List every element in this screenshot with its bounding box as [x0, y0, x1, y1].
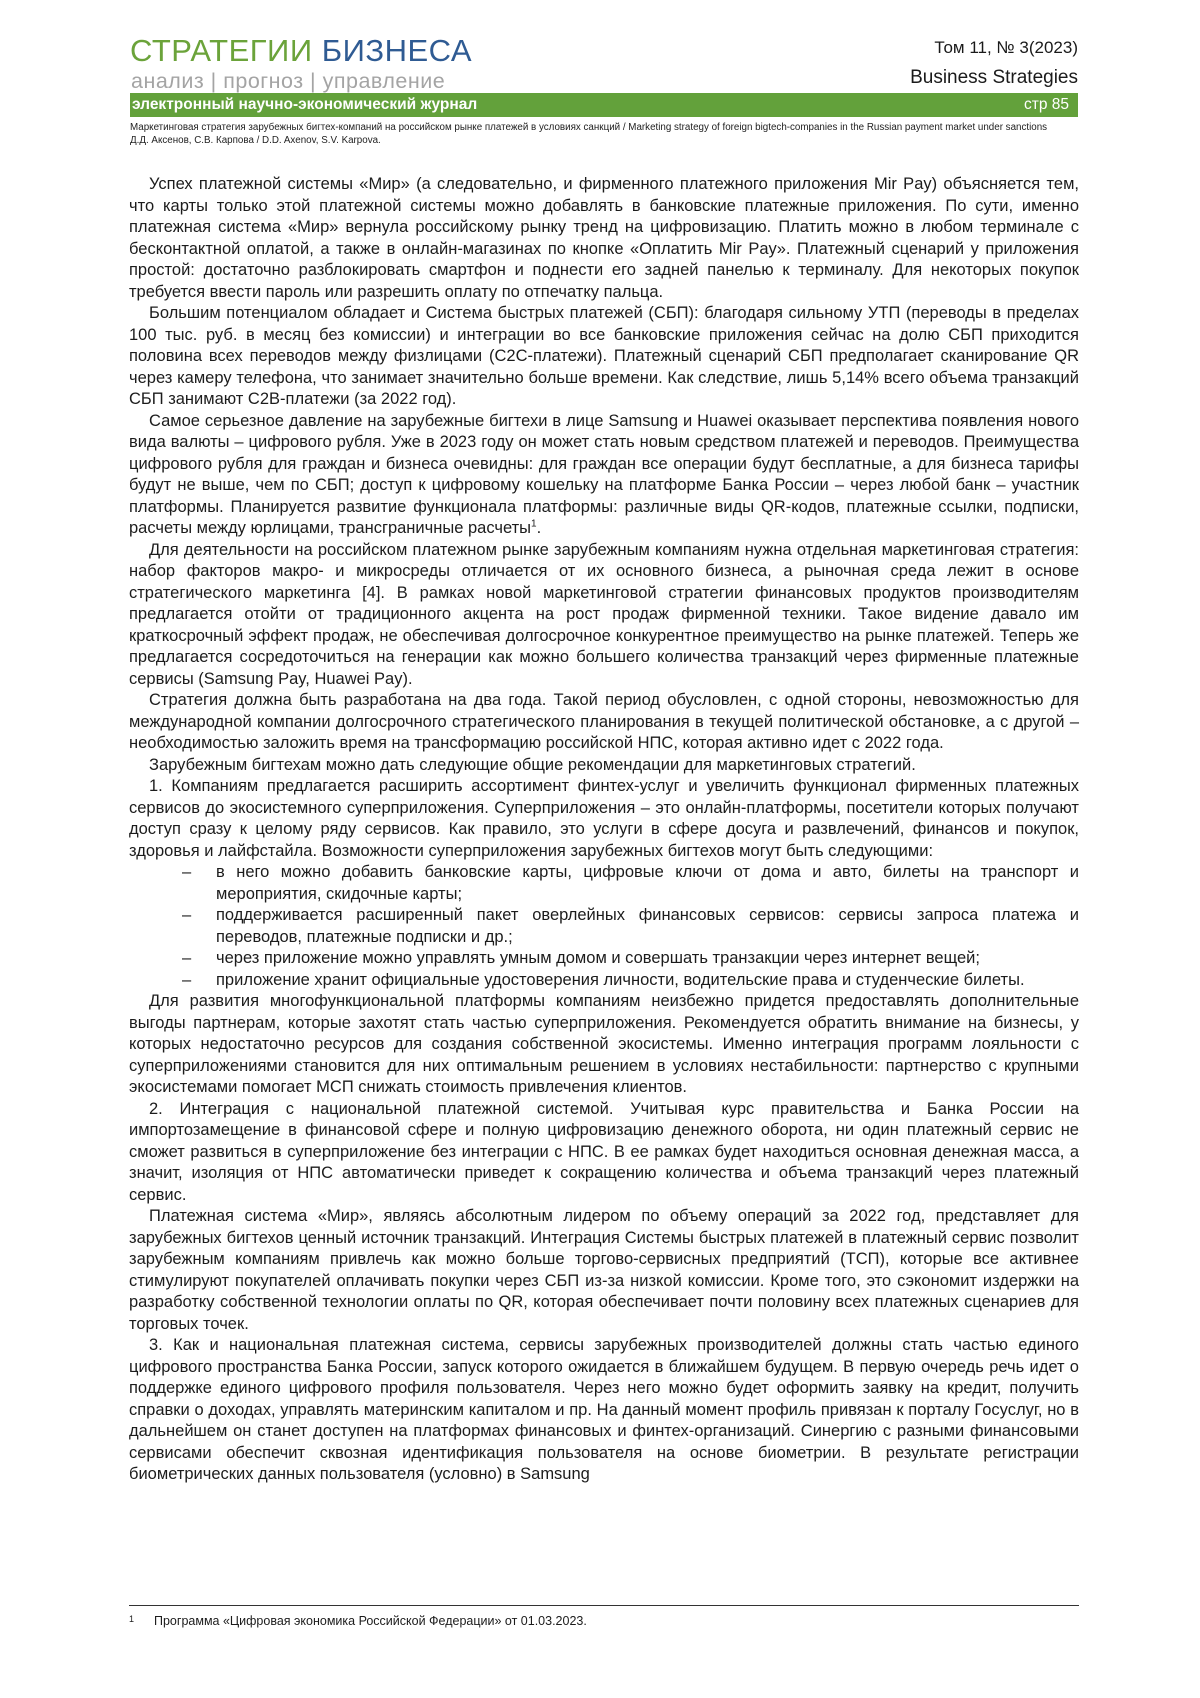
article-body — [129, 174, 1079, 1486]
footnote-text: Программа «Цифровая экономика Российской Федерации» от 01.03.2023. — [154, 1614, 587, 1628]
list-dash: – — [182, 949, 192, 967]
header-bar — [130, 93, 1078, 117]
list-item — [129, 862, 1079, 905]
list-item-text: поддерживается расширенный пакет оверлейных финансовых сервисов: сервисы запроса платежа и переводов, платежные подписки и др.; — [216, 906, 1079, 946]
citation-title: Маркетинговая стратегия зарубежных бигтех-компаний на российском рынке платежей в условиях санкций / Marketing strategy of foreign bigtech-companies in the Russian payment market under sanctions — [130, 122, 1048, 133]
paragraph-5: Стратегия должна быть разработана на два года. Такой период обусловлен, с одной стороны, невозможностью для международной компании долгосрочного стратегического планирования в текущей политической обстановке, а с другой – необходимостью заложить время на трансформацию российской НПС, которая активно идет с 2022 года. — [129, 691, 1079, 752]
list-item — [129, 970, 1079, 992]
list-item — [129, 905, 1079, 948]
page-number: стр 85 — [1023, 96, 1069, 113]
paragraph-2: Большим потенциалом обладает и Система быстрых платежей (СБП): благодаря сильному УТП (переводы в пределах 100 тыс. руб. в месяц без комиссии) и интеграции во все банковские приложения сейчас на долю СБП приходится половина всех переводов между физлицами (С2С-платежи). Платежный сценарий СБП предполагает сканирование QR через камеру телефона, что занимает значительно больше времени. Как следствие, лишь 5,14% всего объема транзакций СБП занимают С2В-платежи (за 2022 год). — [129, 304, 1079, 408]
journal-tagline: анализ | прогноз | управление — [131, 69, 446, 93]
journal-brand — [130, 34, 472, 68]
paragraph-6: Зарубежным бигтехам можно дать следующие общие рекомендации для маркетинговых стратегий. — [149, 755, 916, 774]
list-dash: – — [182, 863, 192, 881]
paragraph-4: Для деятельности на российском платежном рынке зарубежным компаниям нужна отдельная маркетинговая стратегия: набор факторов макро- и микросреды отличается от их основного бизнеса, а рыночная среда лежит в основе стратегического маркетинга [4]. В рамках новой маркетинговой стратегии финансовых продуктов производителям предлагается отойти от традиционного акцента на рост продаж фирменной техники. Такое видение давало им краткосрочный эффект продаж, не обеспечивая долгосрочное конкурентное преимущество на рынке платежей. Теперь же предлагается сосредоточиться на генерации как можно большего количества транзакций через фирменные платежные сервисы (Samsung Pay, Huawei Pay). — [129, 540, 1079, 688]
journal-type-label: электронный научно-экономический журнал — [132, 96, 478, 113]
list-item-text: приложение хранит официальные удостоверения личности, водительские права и студенческие билеты. — [216, 970, 1025, 989]
paragraph-11: 3. Как и национальная платежная система, сервисы зарубежных производителей должны стать частью единого цифрового пространства Банка России, запуск которого ожидается в ближайшем будущем. В первую очередь речь идет о поддержке единого цифрового профиля пользователя. Через него можно будет оформить заявку на кредит, получить справки о доходах, управлять материнским капиталом и пр. На данный момент профиль привязан к порталу Госуслуг, но в дальнейшем он станет доступен на платформах финансовых и финтех-организаций. Синергию с разными финансовыми сервисами обеспечит сквозная идентификация пользователя на основе биометрии. В результате регистрации биометрических данных пользователя (условно) в Samsung — [129, 1336, 1079, 1483]
citation-authors: Д.Д. Аксенов, С.В. Карпова / D.D. Axenov, S.V. Karpova. — [130, 135, 381, 146]
paragraph-10: Платежная система «Мир», являясь абсолютным лидером по объему операций за 2022 год, представляет для зарубежных бигтехов ценный источник транзакций. Интеграция Системы быстрых платежей в платежный сервис позволит зарубежным компаниям привлечь как можно больше торгово-сервисных предприятий (ТСП), которые все активнее стимулируют покупателей оплачивать покупки через СБП из-за низкой комиссии. Кроме того, это сэкономит издержки на разработку собственной технологии оплаты по QR, которая обеспечивает почти половину всех платежных сценариев для торговых точек. — [129, 1207, 1079, 1333]
list-item-text: через приложение можно управлять умным домом и совершать транзакции через интернет вещей; — [216, 949, 980, 967]
issue-number: Том 11, № 3(2023) — [934, 38, 1078, 57]
list-dash: – — [182, 970, 192, 989]
paragraph-3-end: . — [536, 519, 542, 537]
paragraph-9: 2. Интеграция с национальной платежной системой. Учитывая курс правительства и Банка России на импортозамещение в финансовой сфере и полную цифровизацию денежного оборота, ни один платежный сервис не сможет развиться в суперприложение без интеграции с НПС. В ее рамках будет находиться основная денежная масса, а значит, изоляция от НПС автоматически приведет к сокращению количества и объема транзакций через платежный сервис. — [129, 1099, 1079, 1204]
paragraph-3 — [129, 411, 1079, 540]
list-item — [129, 948, 1079, 970]
footnote-ref-1[interactable]: 1 — [531, 518, 537, 530]
footnote-number: 1 — [129, 1614, 135, 1624]
paragraph-3-text: Самое серьезное давление на зарубежные бигтехи в лице Samsung и Huawei оказывает перспектива появления нового вида валюты – цифрового рубля. Уже в 2023 году он может стать новым средством платежей и переводов. Преимущества цифрового рубля для граждан и бизнеса очевидны: для граждан все операции будут бесплатные, а для бизнеса тарифы будут не выше, чем по СБП; доступ к цифровому кошельку на платформе Банка России – через любой банк – участник платформы. Планируется развитие функционала платформы: различные виды QR-кодов, платежные ссылки, подписки, расчеты между юрлицами, трансграничные расчеты — [129, 411, 1079, 537]
footnote — [129, 1613, 587, 1629]
footnote-divider — [129, 1605, 1079, 1606]
paragraph-7: 1. Компаниям предлагается расширить ассортимент финтех-услуг и увеличить функционал фирменных платежных сервисов до экосистемного суперприложения. Суперприложения – это онлайн-платформы, посетители которых получают доступ сразу к целому ряду сервисов. Как правило, это услуги в сфере досуга и развлечений, финансов и покупок, здоровья и лайфстайла. Возможности суперприложения зарубежных бигтехов могут быть следующими: — [129, 777, 1079, 860]
list-item-text: в него можно добавить банковские карты, цифровые ключи от дома и авто, билеты на транспорт и мероприятия, скидочные карты; — [216, 863, 1079, 903]
journal-name-en: Business Strategies — [910, 67, 1078, 88]
journal-header — [130, 34, 1078, 118]
brand-word-biznesa: БИЗНЕСА — [321, 33, 473, 68]
list-dash: – — [182, 906, 192, 924]
paragraph-8: Для развития многофункциональной платформы компаниям неизбежно придется предоставлять дополнительные выгоды партнерам, которые захотят стать частью суперприложения. Рекомендуется обратить внимание на бизнесы, у которых недостаточно ресурсов для создания собственной экосистемы. Именно интеграция программ лояльности с суперприложениями становится для них оптимальным решением в условиях нестабильности: партнерство с крупными экосистемами помогает МСП снижать стоимость привлечения клиентов. — [129, 992, 1079, 1096]
superapp-features-list — [129, 862, 1079, 991]
brand-word-strategii: СТРАТЕГИИ — [130, 33, 313, 68]
paragraph-1: Успех платежной системы «Мир» (а следовательно, и фирменного платежного приложения Mir Pay) объясняется тем, что карты только этой платежной системы можно добавлять в банковские платежные приложения. По сути, именно платежная система «Мир» вернула российскому рынку тренд на цифровизацию. Платить можно в любом терминале с бесконтактной оплатой, а также в онлайн-магазинах по кнопке «Оплатить Mir Pay». Платежный сценарий у приложения простой: достаточно разблокировать смартфон и поднести его задней панелью к терминалу. Для некоторых покупок требуется ввести пароль или разрешить оплату по отпечатку пальца. — [129, 175, 1079, 301]
article-citation — [130, 121, 1078, 147]
